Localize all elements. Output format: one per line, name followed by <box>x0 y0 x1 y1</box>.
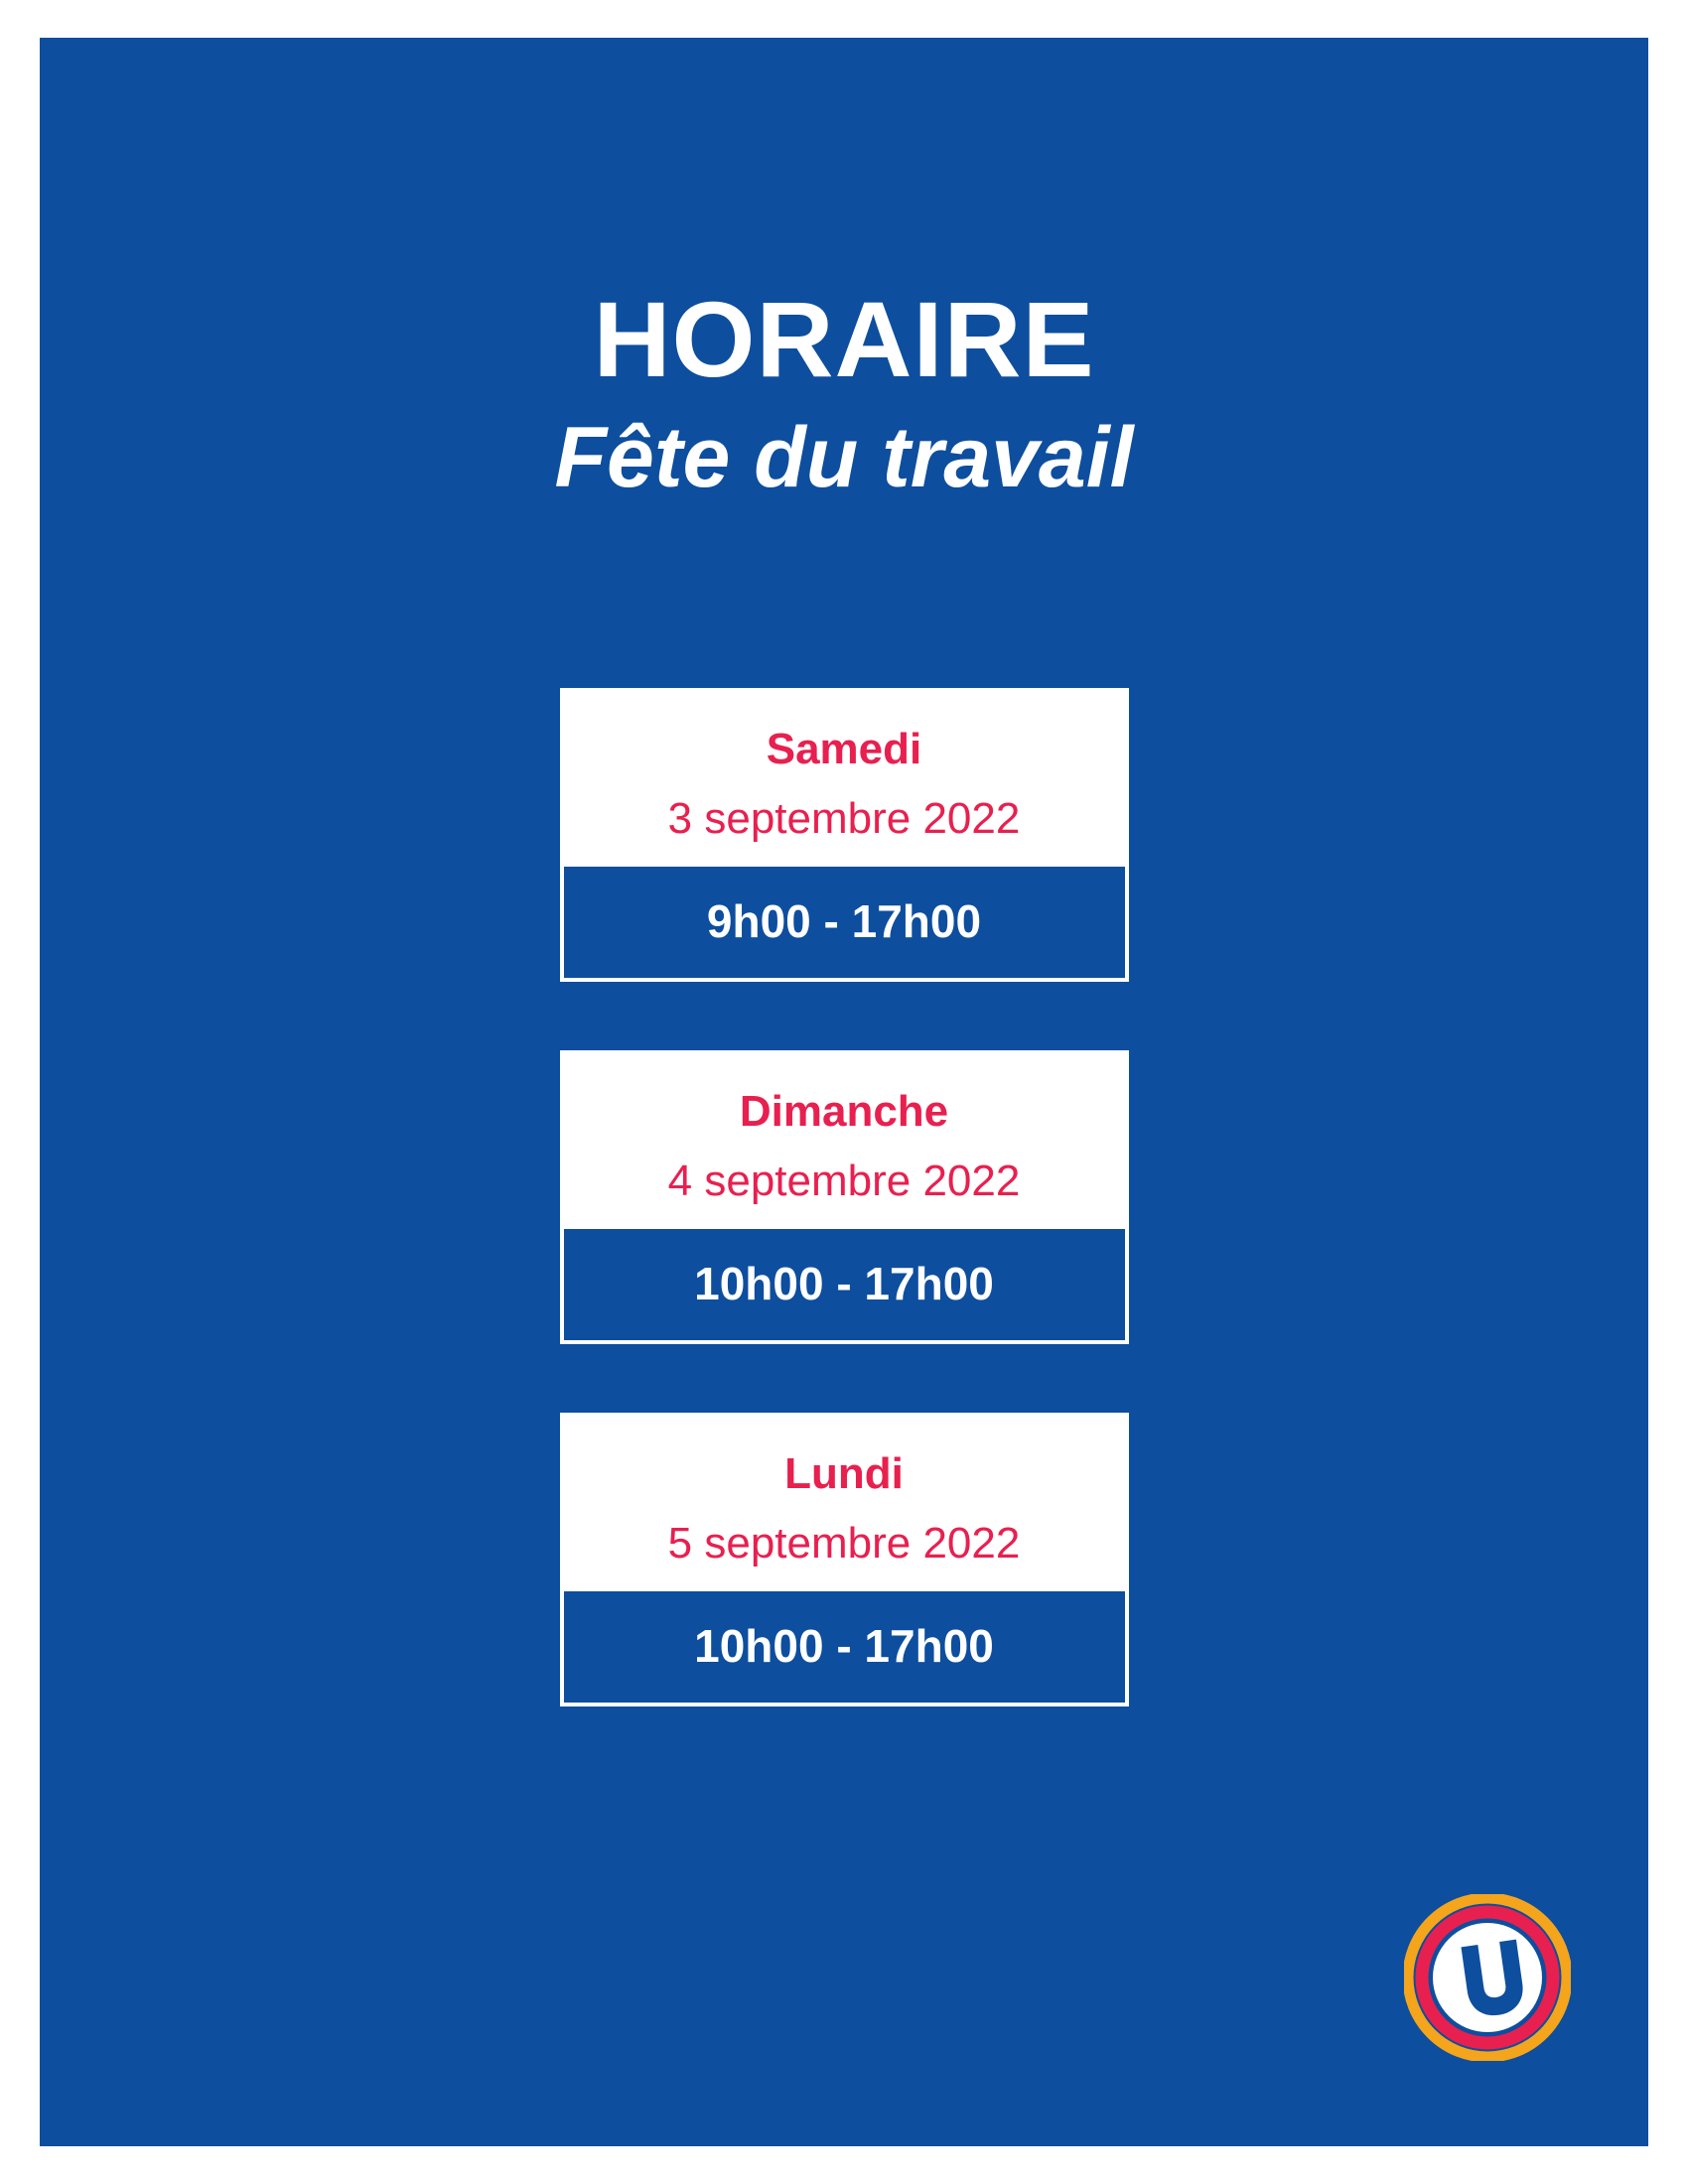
schedule-day-label: Samedi <box>766 725 922 773</box>
schedule-list <box>40 688 1648 1775</box>
schedule-date-label: 3 septembre 2022 <box>667 794 1021 843</box>
schedule-card-header <box>564 692 1125 863</box>
schedule-card-header <box>564 1054 1125 1225</box>
u-logo <box>1404 1894 1571 2061</box>
poster-title-block <box>40 279 1648 505</box>
schedule-card <box>560 1050 1129 1344</box>
schedule-date-label: 4 septembre 2022 <box>667 1157 1021 1205</box>
schedule-day-label: Dimanche <box>739 1087 949 1136</box>
page-title: HORAIRE <box>593 279 1095 399</box>
schedule-card-hours-band <box>564 863 1125 978</box>
schedule-card <box>560 688 1129 982</box>
schedule-hours-label: 9h00 - 17h00 <box>706 895 982 947</box>
schedule-hours-label: 10h00 - 17h00 <box>694 1258 994 1309</box>
schedule-card-hours-band <box>564 1225 1125 1340</box>
schedule-day-label: Lundi <box>784 1449 904 1498</box>
poster-background <box>40 38 1648 2146</box>
schedule-card-hours-band <box>564 1587 1125 1703</box>
schedule-card-header <box>564 1417 1125 1587</box>
schedule-date-label: 5 septembre 2022 <box>667 1519 1021 1568</box>
schedule-hours-label: 10h00 - 17h00 <box>694 1620 994 1672</box>
page-subtitle: Fête du travail <box>554 410 1134 505</box>
schedule-card <box>560 1413 1129 1706</box>
